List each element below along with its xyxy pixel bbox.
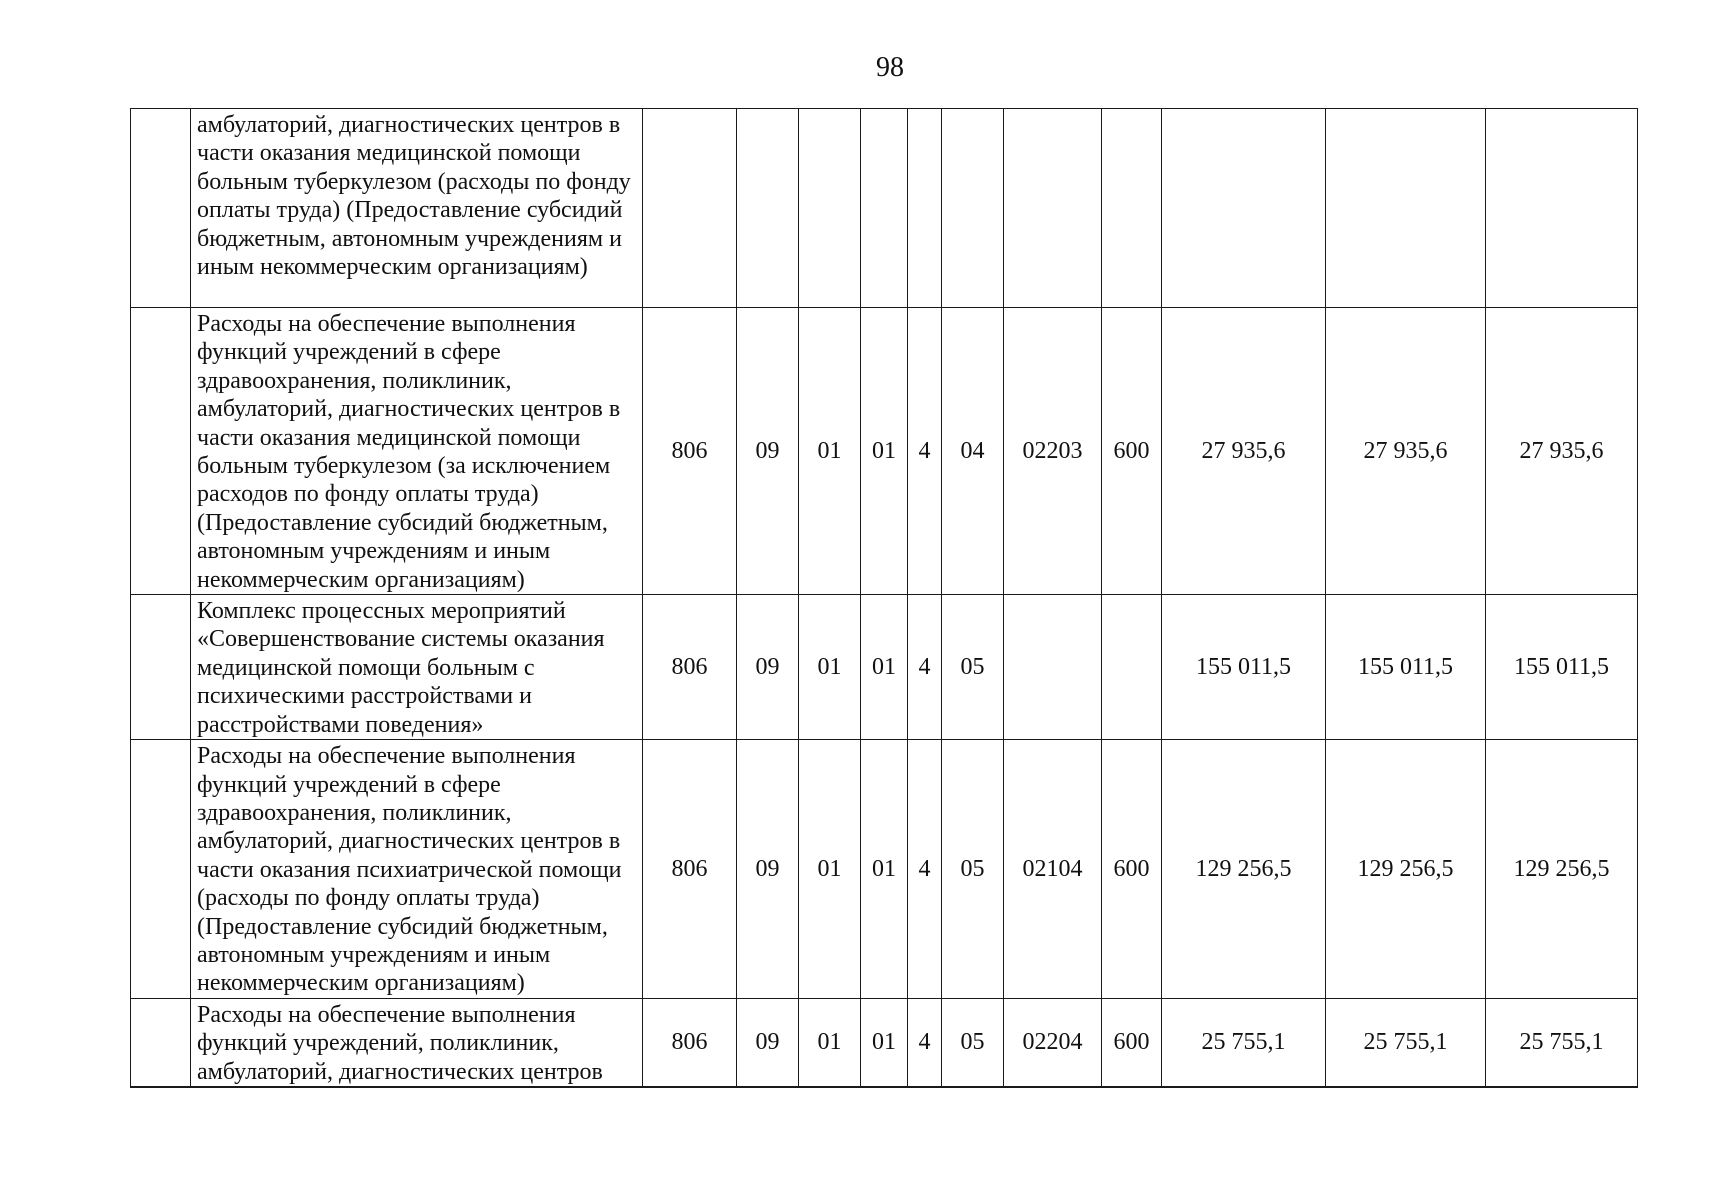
amount-year-3: 27 935,6 bbox=[1486, 308, 1638, 595]
code-direction: 02203 bbox=[1004, 308, 1102, 595]
amount-year-3: 25 755,1 bbox=[1486, 998, 1638, 1087]
code-expense-type bbox=[1102, 595, 1162, 740]
table-row bbox=[131, 998, 1638, 1087]
code-program: 01 bbox=[861, 595, 908, 740]
table-row bbox=[131, 595, 1638, 740]
code-program-type: 4 bbox=[908, 998, 942, 1087]
amount-year-3: 129 256,5 bbox=[1486, 740, 1638, 999]
code-section: 09 bbox=[737, 998, 799, 1087]
description-cell: Расходы на обеспечение выполнения функций учреждений в сфере здравоохранения, поликлиник, амбулаторий, диагностических центров в части оказания психиатрической помощи (расходы по фонду оплаты труда) (Предоставление субсидий бюджетным, автономным учреждениям и иным некоммерческим организациям) bbox=[191, 740, 643, 999]
code-subprogram bbox=[942, 109, 1004, 308]
amount-year-1 bbox=[1162, 109, 1326, 308]
amount-year-2: 129 256,5 bbox=[1326, 740, 1486, 999]
code-subsection: 01 bbox=[799, 740, 861, 999]
code-section bbox=[737, 109, 799, 308]
code-direction: 02204 bbox=[1004, 998, 1102, 1087]
table-row bbox=[131, 308, 1638, 595]
code-subprogram: 05 bbox=[942, 740, 1004, 999]
amount-year-1: 25 755,1 bbox=[1162, 998, 1326, 1087]
code-expense-type bbox=[1102, 109, 1162, 308]
code-program: 01 bbox=[861, 998, 908, 1087]
code-subprogram: 05 bbox=[942, 998, 1004, 1087]
amount-year-1: 155 011,5 bbox=[1162, 595, 1326, 740]
row-number-cell bbox=[131, 998, 191, 1087]
code-section: 09 bbox=[737, 740, 799, 999]
code-program-type: 4 bbox=[908, 740, 942, 999]
code-subsection: 01 bbox=[799, 595, 861, 740]
code-subprogram: 04 bbox=[942, 308, 1004, 595]
code-gl-admin: 806 bbox=[643, 740, 737, 999]
row-number-cell bbox=[131, 109, 191, 308]
code-direction bbox=[1004, 109, 1102, 308]
code-subsection: 01 bbox=[799, 308, 861, 595]
amount-year-3: 155 011,5 bbox=[1486, 595, 1638, 740]
amount-year-2 bbox=[1326, 109, 1486, 308]
code-expense-type: 600 bbox=[1102, 740, 1162, 999]
code-expense-type: 600 bbox=[1102, 308, 1162, 595]
code-program bbox=[861, 109, 908, 308]
code-subsection: 01 bbox=[799, 998, 861, 1087]
code-subprogram: 05 bbox=[942, 595, 1004, 740]
description-cell: Комплекс процессных мероприятий «Совершенствование системы оказания медицинской помощи больным с психическими расстройствами и расстройствами поведения» bbox=[191, 595, 643, 740]
table-row bbox=[131, 109, 1638, 308]
amount-year-1: 27 935,6 bbox=[1162, 308, 1326, 595]
budget-table bbox=[130, 108, 1638, 1088]
code-section: 09 bbox=[737, 595, 799, 740]
amount-year-2: 25 755,1 bbox=[1326, 998, 1486, 1087]
code-program: 01 bbox=[861, 740, 908, 999]
code-gl-admin: 806 bbox=[643, 998, 737, 1087]
description-cell: Расходы на обеспечение выполнения функций учреждений в сфере здравоохранения, поликлиник, амбулаторий, диагностических центров в части оказания медицинской помощи больным туберкулезом (за исключением расходов по фонду оплаты труда) (Предоставление субсидий бюджетным, автономным учреждениям и иным некоммерческим организациям) bbox=[191, 308, 643, 595]
amount-year-2: 155 011,5 bbox=[1326, 595, 1486, 740]
code-program-type: 4 bbox=[908, 595, 942, 740]
code-gl-admin: 806 bbox=[643, 308, 737, 595]
code-gl-admin: 806 bbox=[643, 595, 737, 740]
code-direction bbox=[1004, 595, 1102, 740]
description-cell: амбулаторий, диагностических центров в части оказания медицинской помощи больным туберкулезом (расходы по фонду оплаты труда) (Предоставление субсидий бюджетным, автономным учреждениям и иным некоммерческим организациям) bbox=[191, 109, 643, 308]
page-number: 98 bbox=[876, 52, 904, 83]
amount-year-2: 27 935,6 bbox=[1326, 308, 1486, 595]
amount-year-1: 129 256,5 bbox=[1162, 740, 1326, 999]
row-number-cell bbox=[131, 308, 191, 595]
code-direction: 02104 bbox=[1004, 740, 1102, 999]
row-number-cell bbox=[131, 740, 191, 999]
code-program: 01 bbox=[861, 308, 908, 595]
code-section: 09 bbox=[737, 308, 799, 595]
table-row bbox=[131, 740, 1638, 999]
row-number-cell bbox=[131, 595, 191, 740]
code-program-type: 4 bbox=[908, 308, 942, 595]
code-gl-admin bbox=[643, 109, 737, 308]
code-subsection bbox=[799, 109, 861, 308]
description-cell: Расходы на обеспечение выполнения функций учреждений, поликлиник, амбулаторий, диагностических центров bbox=[191, 998, 643, 1087]
code-program-type bbox=[908, 109, 942, 308]
code-expense-type: 600 bbox=[1102, 998, 1162, 1087]
amount-year-3 bbox=[1486, 109, 1638, 308]
